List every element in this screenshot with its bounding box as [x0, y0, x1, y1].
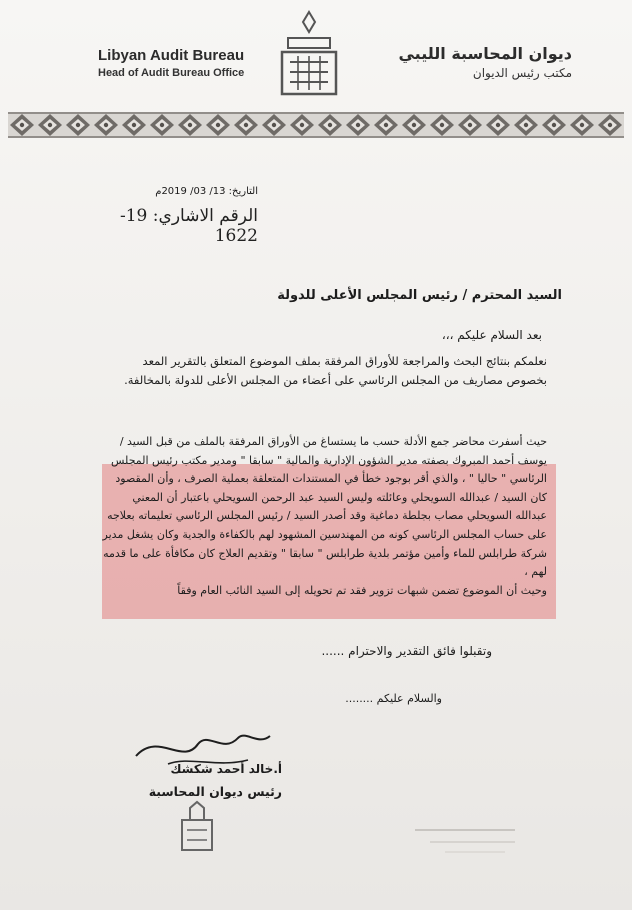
reference-number: الرقم الاشاري: 19-1622 [119, 206, 258, 246]
ornamental-band [8, 112, 624, 138]
greeting: بعد السلام عليكم ،،، [441, 328, 542, 342]
office-name-en: Head of Audit Bureau Office [98, 67, 245, 79]
bureau-stamp [172, 800, 222, 854]
regards-line: والسلام عليكم ........ [345, 692, 442, 705]
findings-text: حيث أسفرت محاضر جمع الأدلة حسب ما يستساغ من الأوراق المرفقة بالملف من قبل السيد / يوسف أحمد المبروك بصفته مدير الشؤون الإدارية والمالية " سابقا " ومدير مكتب رئيس المجلس الرئاسي " حاليا " ، والذي أقر بوجود خطأ في المستندات المتعلقة بعملية الصرف ، وأن المقصود كان السيد / عبدالله السويحلي وعائلته وليس السيد عبد الرحمن السويحلي باعتبار أن المعني عبدالله السويحلي مصاب بجلطة دماغية وقد أصدر السيد / رئيس المجلس الرئاسي تعليماته بعلاجه على حساب المجلس الرئاسي كونه من المهندسين المشهود لهم بالكفاءة والجدية وكان يشغل مدير شركة طرابلس للماء وأمين مؤتمر بلدية طرابلس " سابقا " وتقديم العلاج كان مكافأة على ما قدمه لهم ، [102, 435, 547, 579]
closing-line: وتقبلوا فائق التقدير والاحترام ...... [321, 644, 492, 658]
header-english [98, 47, 268, 79]
paragraph-intro: نعلمكم بنتائج البحث والمراجعة للأوراق المرفقة بملف الموضوع المتعلق بالتقرير المعد بخصوص مصاريف من المجلس الرئاسي على أعضاء من المجلس الأعلى للدولة بالمخالفة. [124, 354, 547, 387]
office-name-ar: مكتب رئيس الديوان [472, 66, 572, 80]
addressee: السيد المحترم / رئيس المجلس الأعلى للدولة [277, 288, 562, 303]
bureau-name-ar: ديوان المحاسبة الليبي [398, 44, 572, 63]
header-arabic [352, 44, 572, 80]
faint-footer-mark [405, 822, 525, 858]
signer-title: رئيس ديوان المحاسبة [148, 784, 282, 799]
signer-name: أ.خالد أحمد شكشك [170, 762, 282, 776]
letter-date: التاريخ: 13/ 03/ 2019م [155, 186, 258, 197]
bureau-name-en: Libyan Audit Bureau [98, 47, 245, 64]
bureau-logo [268, 8, 350, 98]
paragraph-findings [100, 433, 547, 600]
findings-conclusion: وحيث أن الموضوع تضمن شبهات تزوير فقد تم تحويله إلى السيد النائب العام وفقاً [177, 583, 547, 597]
